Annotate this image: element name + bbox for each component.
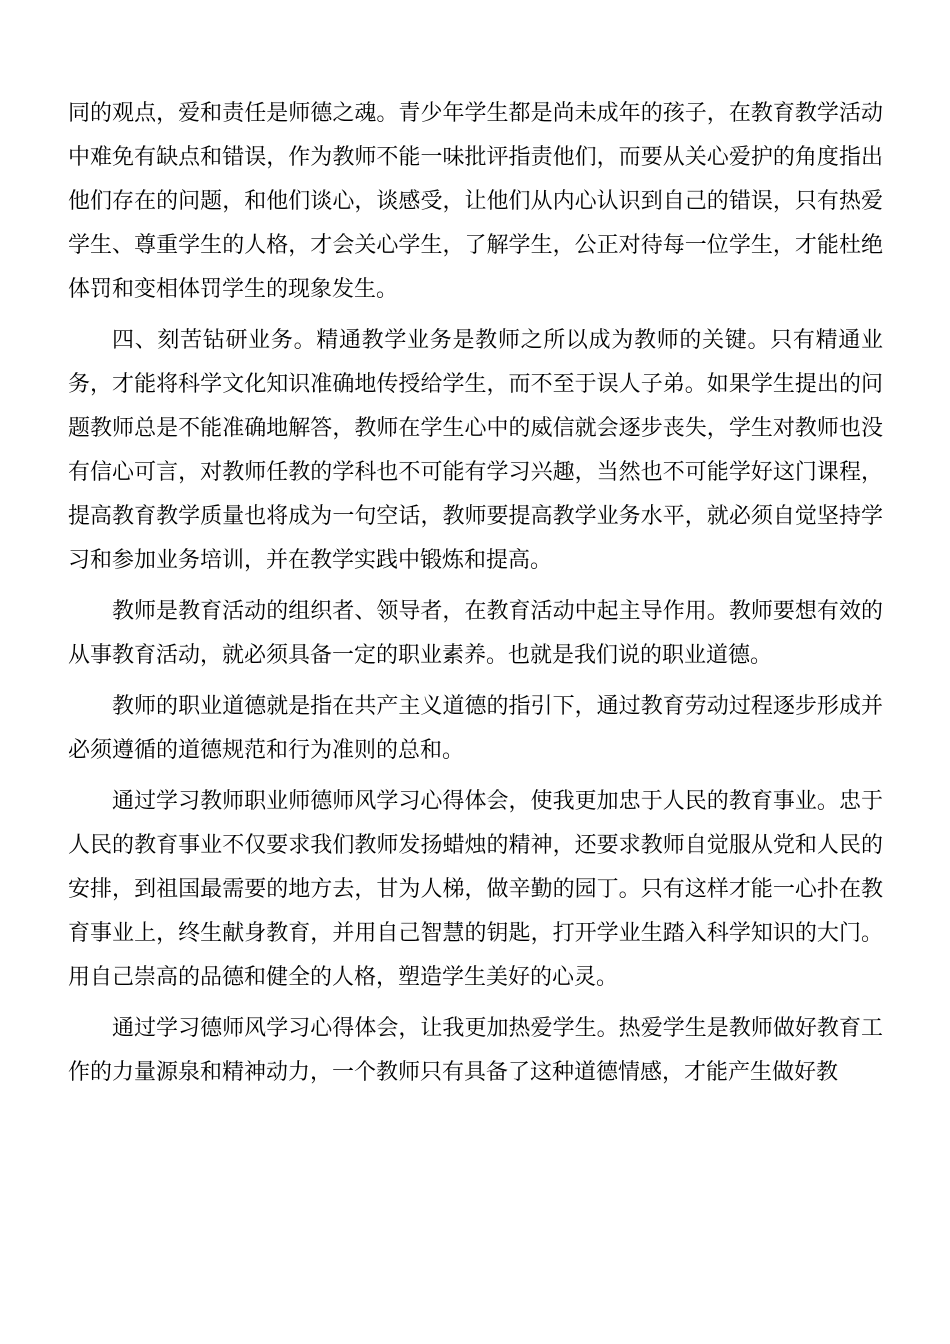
paragraph-study-business: 四、刻苦钻研业务。精通教学业务是教师之所以成为教师的关键。只有精通业务，才能将科学文化知识准确地传授给学生，而不至于误人子弟。如果学生提出的问题教师总是不能准确地解答，教师在学生心中的威信就会逐步丧失，学生对教师也没有信心可言，对教师任教的学科也不可能有学习兴趣，当然也不可能学好这门课程，提高教育教学质量也将成为一句空话，教师要提高教学业务水平，就必须自觉坚持学习和参加业务培训，并在教学实践中锻炼和提高。 <box>68 328 883 573</box>
paragraph-teacher-role: 教师是教育活动的组织者、领导者，在教育活动中起主导作用。教师要想有效的从事教育活动，就必须具备一定的职业素养。也就是我们说的职业道德。 <box>68 599 883 668</box>
paragraph-love-students: 通过学习德师风学习心得体会，让我更加热爱学生。热爱学生是教师做好教育工作的力量源泉和精神动力，一个教师只有具备了这种道德情感，才能产生做好教 <box>68 1016 883 1085</box>
document-body <box>68 92 883 1102</box>
paragraph-professional-ethics: 教师的职业道德就是指在共产主义道德的指引下，通过教育劳动过程逐步形成并必须遵循的道德规范和行为准则的总和。 <box>68 694 883 763</box>
paragraph-continuation: 同的观点，爱和责任是师德之魂。青少年学生都是尚未成年的孩子，在教育教学活动中难免有缺点和错误，作为教师不能一味批评指责他们，而要从关心爱护的角度指出他们存在的问题，和他们谈心，谈感受，让他们从内心认识到自己的错误，只有热爱学生、尊重学生的人格，才会关心学生，了解学生，公正对待每一位学生，才能杜绝体罚和变相体罚学生的现象发生。 <box>68 101 883 302</box>
paragraph-loyalty-education: 通过学习教师职业师德师风学习心得体会，使我更加忠于人民的教育事业。忠于人民的教育事业不仅要求我们教师发扬蜡烛的精神，还要求教师自觉服从党和人民的安排，到祖国最需要的地方去，甘为人梯，做辛勤的园丁。只有这样才能一心扑在教育事业上，终生献身教育，并用自己智慧的钥匙，打开学业生踏入科学知识的大门。用自己崇高的品德和健全的人格，塑造学生美好的心灵。 <box>68 789 883 990</box>
